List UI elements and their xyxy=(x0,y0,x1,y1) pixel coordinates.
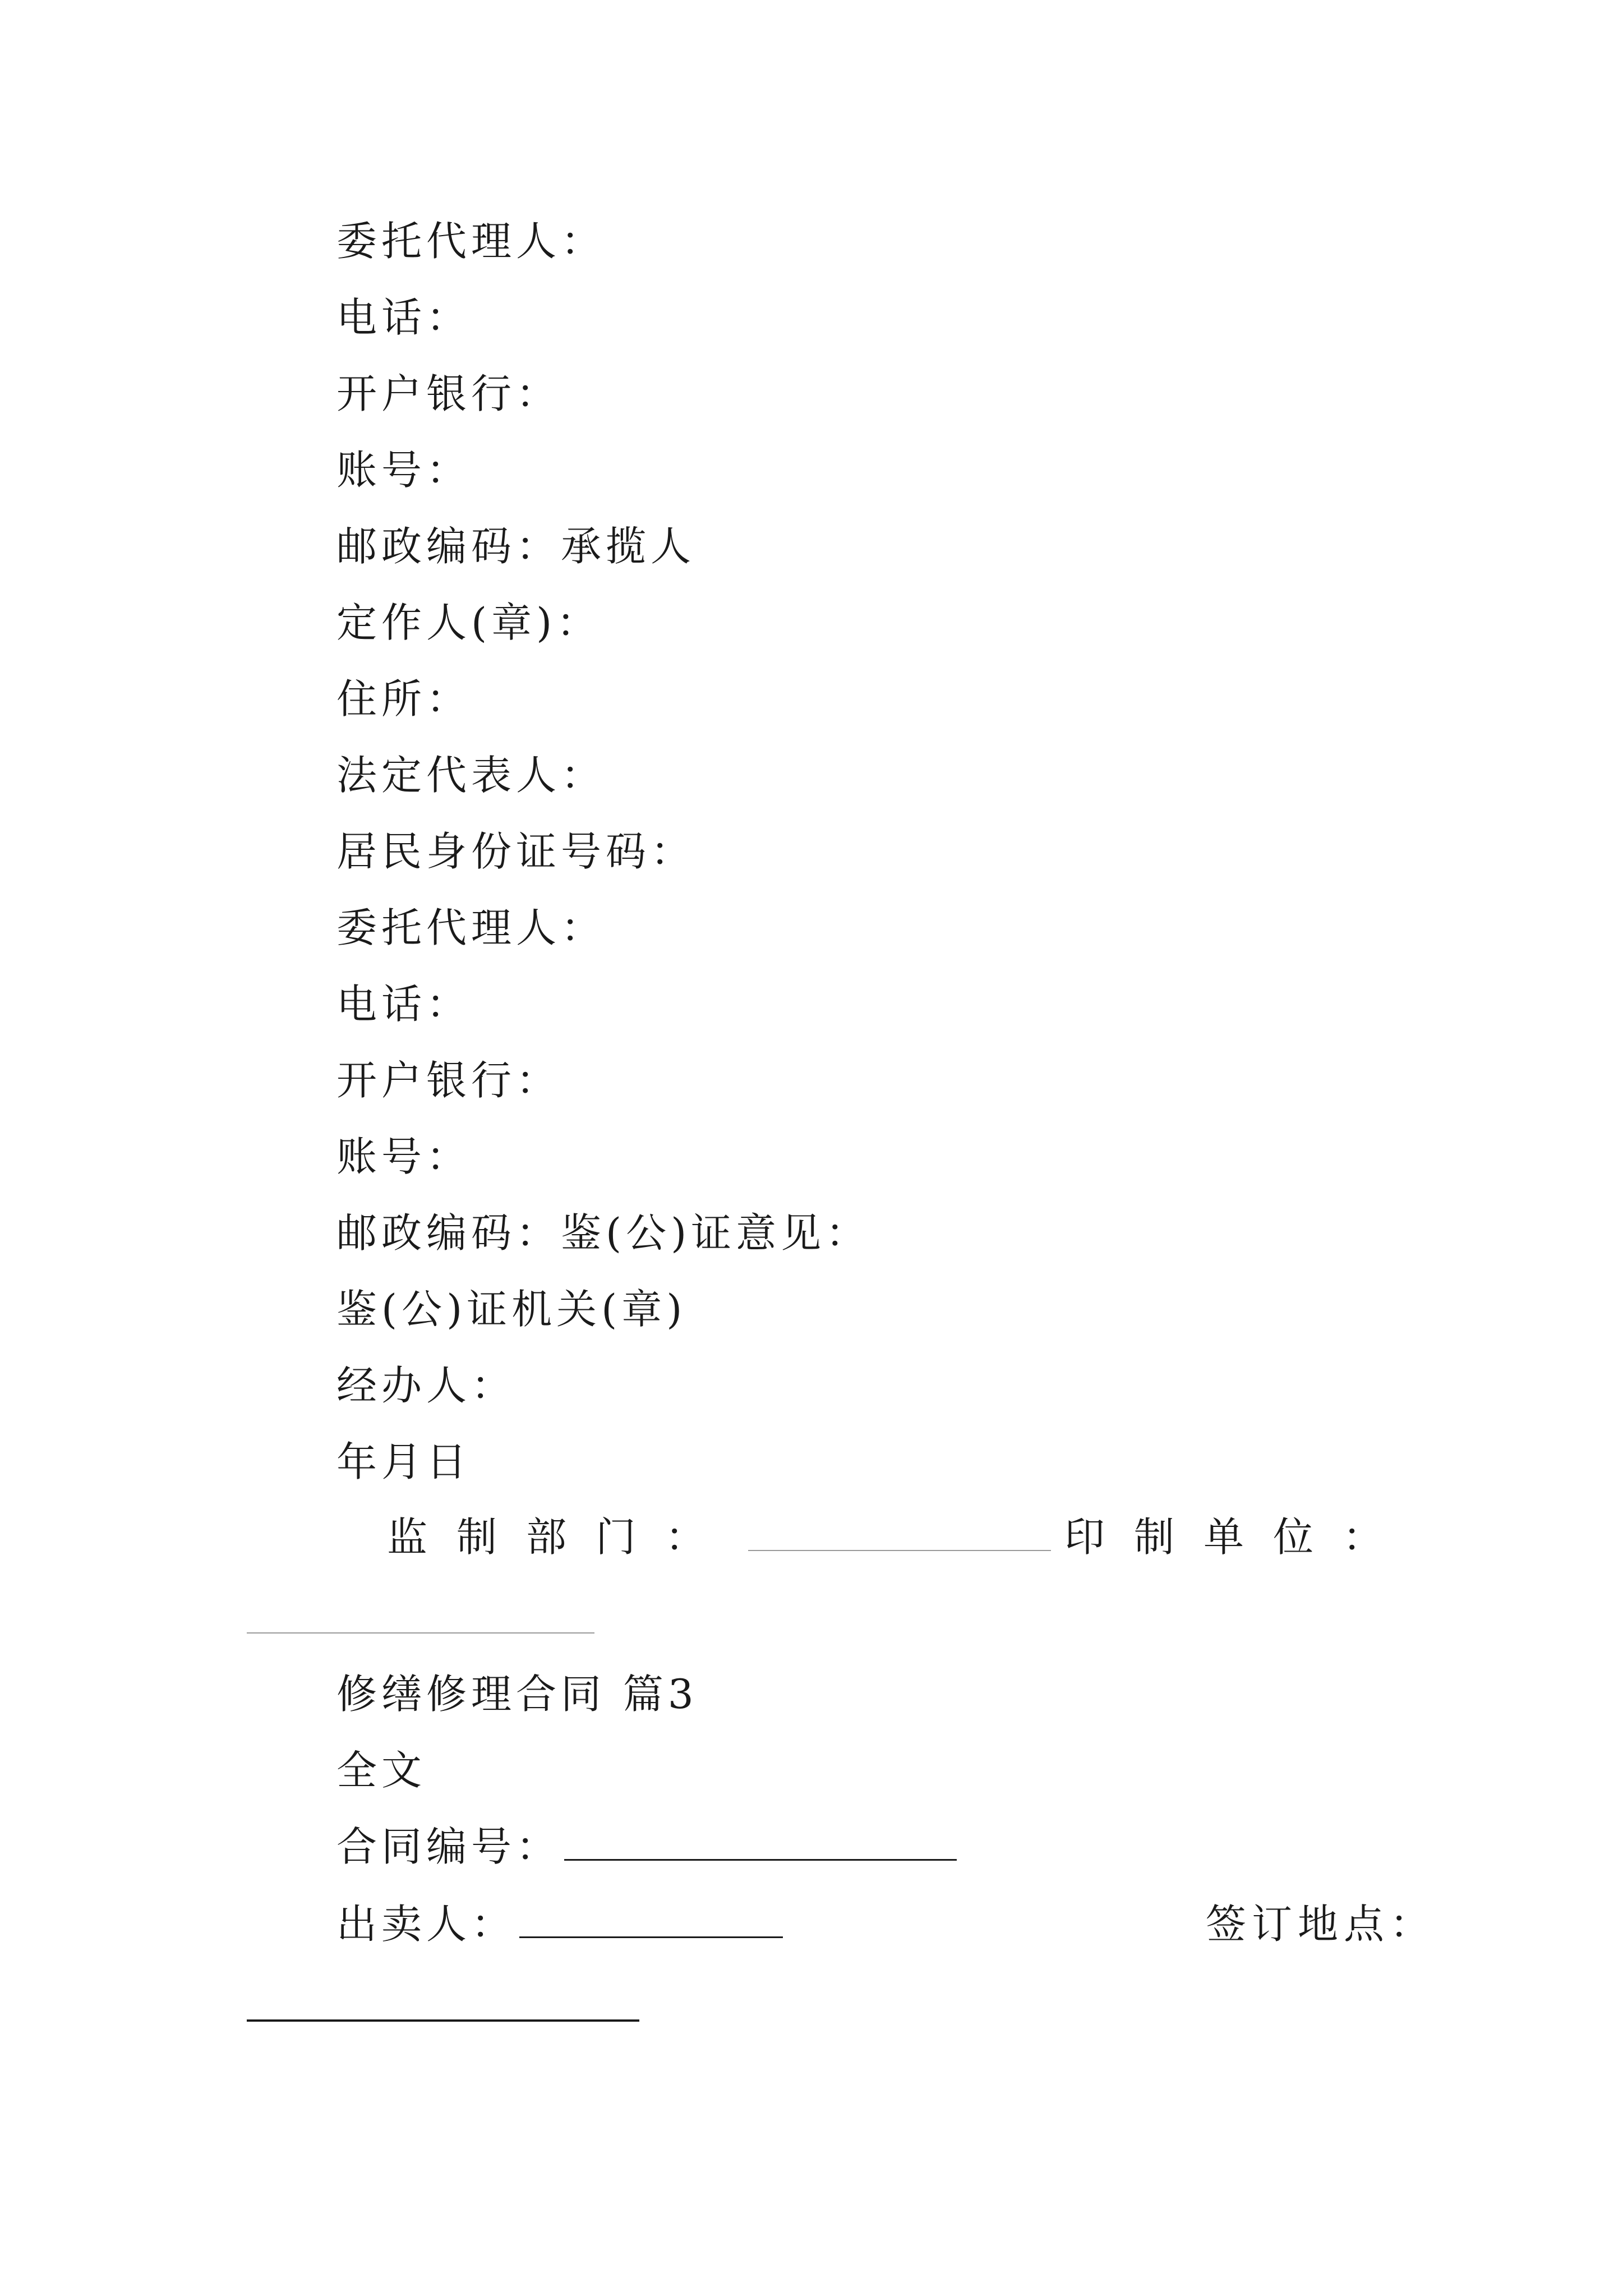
sign-place-blank xyxy=(247,2019,639,2022)
text-line: 邮政编码：承揽人 xyxy=(336,523,696,570)
text-line: 电话： xyxy=(336,294,472,341)
contract-number-blank xyxy=(564,1853,957,1861)
seller-row xyxy=(336,1896,796,1952)
text-line: 账号： xyxy=(336,447,472,494)
seller-label: 出卖人： xyxy=(336,1901,517,1948)
text-line: 开户银行： xyxy=(336,370,561,417)
print-unit-blank xyxy=(247,1632,594,1634)
contract-number-label: 合同编号： xyxy=(336,1823,561,1870)
text-line: 账号： xyxy=(336,1133,472,1180)
section-title: 修缮修理合同 篇3 xyxy=(336,1671,698,1718)
full-text-label: 全文 xyxy=(336,1747,427,1794)
text-line: 年月日 xyxy=(336,1438,472,1485)
text-line: 电话： xyxy=(336,981,472,1028)
text-line: 住所： xyxy=(336,675,472,723)
text-line: 委托代理人： xyxy=(336,904,606,951)
text-line: 定作人(章)： xyxy=(336,599,602,646)
text-line: 鉴(公)证机关(章) xyxy=(336,1286,687,1333)
text-line: 邮政编码：鉴(公)证意见： xyxy=(336,1209,871,1257)
supervision-dept-blank xyxy=(748,1544,1051,1551)
seller-blank xyxy=(519,1931,783,1938)
text-line: 开户银行： xyxy=(336,1057,561,1104)
supervision-dept-label: 监制部门： xyxy=(387,1513,735,1561)
supervision-row xyxy=(387,1509,1412,1565)
print-unit-label: 印制单位： xyxy=(1064,1513,1413,1561)
sign-place-label: 签订地点： xyxy=(1206,1901,1436,1948)
text-line: 经办人： xyxy=(336,1362,517,1409)
contract-number-row xyxy=(336,1819,970,1875)
text-line: 委托代理人： xyxy=(336,218,606,265)
text-line: 法定代表人： xyxy=(336,752,606,799)
text-line: 居民身份证号码： xyxy=(336,828,696,875)
